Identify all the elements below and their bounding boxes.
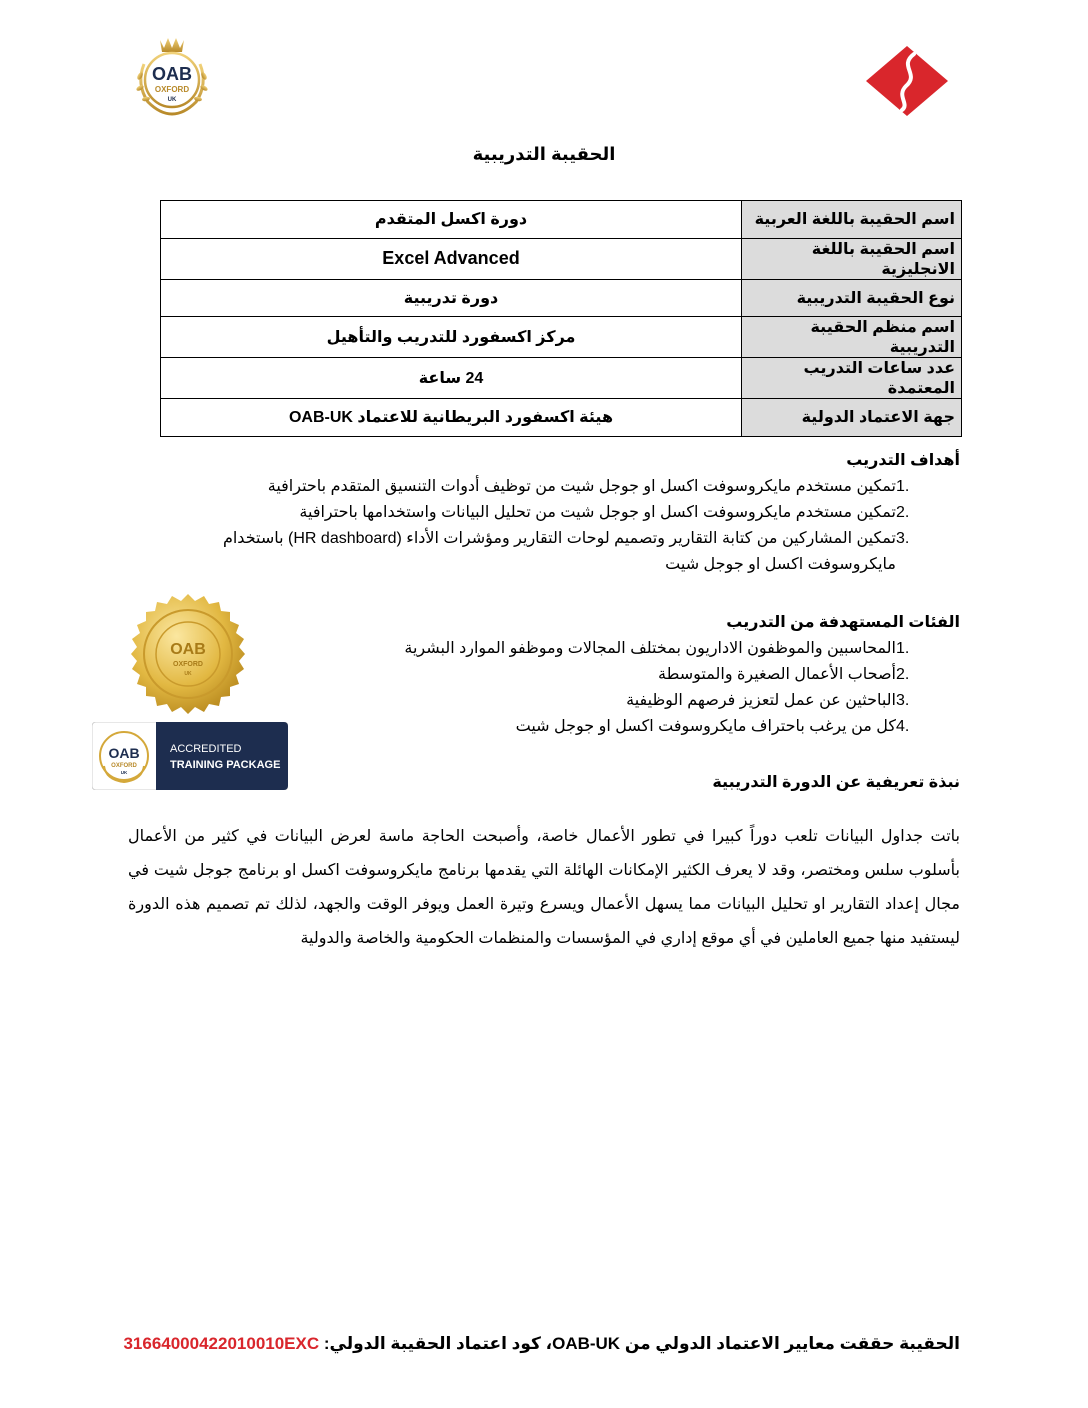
table-row bbox=[161, 317, 962, 358]
audience-heading: الفئات المستهدفة من التدريب bbox=[726, 614, 960, 631]
item-number: 1. bbox=[896, 478, 910, 495]
badge-line1: ACCREDITED bbox=[170, 743, 242, 755]
objectives-heading: أهداف التدريب bbox=[846, 452, 960, 469]
row-value: دورة تدريبية bbox=[161, 279, 742, 317]
item-number: 2. bbox=[896, 504, 910, 521]
item-text: تمكين المشاركين من كتابة التقارير وتصميم لوحات التقارير ومؤشرات الأداء (HR dashboard) باستخدام مايكروسوفت اكسل او جوجل شيت bbox=[222, 530, 896, 573]
row-value: مركز اكسفورد للتدريب والتأهيل bbox=[161, 317, 742, 358]
item-number: 1. bbox=[896, 640, 910, 657]
row-value: 24 ساعة bbox=[161, 358, 742, 399]
logo-text-oab: OAB bbox=[152, 64, 192, 84]
row-label: اسم الحقيبة باللغة العربية bbox=[742, 201, 962, 239]
page-title: الحقيبة التدريبية bbox=[472, 144, 616, 164]
about-heading: نبذة تعريفية عن الدورة التدريبية bbox=[712, 774, 960, 791]
item-text: تمكين مستخدم مايكروسوفت اكسل او جوجل شيت من توظيف أدوات التنسيق المتقدم باحترافية bbox=[267, 478, 896, 495]
seal-text-uk: UK bbox=[184, 671, 192, 677]
audience-list bbox=[360, 636, 960, 740]
row-label: نوع الحقيبة التدريبية bbox=[742, 279, 962, 317]
table-row bbox=[161, 399, 962, 437]
gold-seal-icon bbox=[122, 588, 254, 720]
about-paragraph: باتت جداول البيانات تلعب دوراً كبيرا في تطور الأعمال خاصة، وأصبحت الحاجة ماسة لعرض البيانات في كثير من الأعمال بأسلوب سلس ومختصر، وقد لا يعرف الكثير الإمكانات الهائلة التي يقدمها برنامج مايكروسوفت اكسل او برنامج جوجل شيت في مجال إعداد التقارير او تحليل البيانات مما يسهل الأعمال ويسرع وتيرة العمل ويوفر الوقت والجهد، لذلك تم تصميم هذه الدورة ليستفيد منها جميع العاملين في أي موقع إداري في المؤسسات والمنظمات الحكومية والخاصة والدولية bbox=[128, 828, 960, 947]
list-item bbox=[160, 526, 960, 578]
footer-text: الحقيبة حققت معايير الاعتماد الدولي من OAB-UK، كود اعتماد الحقيبة الدولي: bbox=[319, 1334, 960, 1353]
list-item bbox=[160, 500, 960, 526]
badge-logo-uk: UK bbox=[120, 770, 128, 775]
table-row bbox=[161, 238, 962, 279]
table-row bbox=[161, 201, 962, 239]
audience-section bbox=[360, 612, 960, 740]
table-row bbox=[161, 358, 962, 399]
item-text: الباحثين عن عمل لتعزيز فرصهم الوظيفية bbox=[626, 692, 896, 709]
seal-text-oxford: OXFORD bbox=[173, 661, 203, 668]
objectives-list bbox=[160, 474, 960, 578]
badge-logo-oab: OAB bbox=[108, 745, 140, 761]
item-text: أصحاب الأعمال الصغيرة والمتوسطة bbox=[658, 666, 896, 683]
item-text: تمكين مستخدم مايكروسوفت اكسل او جوجل شيت من تحليل البيانات واستخدامها باحترافية bbox=[299, 504, 896, 521]
row-label: اسم منظم الحقيبة التدريبية bbox=[742, 317, 962, 358]
row-label: اسم الحقيبة باللغة الانجليزية bbox=[742, 238, 962, 279]
item-number: 3. bbox=[896, 530, 910, 547]
oab-oxford-crest-logo bbox=[126, 34, 218, 118]
logo-text-uk: UK bbox=[167, 97, 177, 103]
list-item bbox=[360, 714, 960, 740]
item-number: 4. bbox=[896, 718, 910, 735]
row-value: Excel Advanced bbox=[161, 238, 742, 279]
seal-text-oab: OAB bbox=[170, 641, 206, 658]
item-number: 2. bbox=[896, 666, 910, 683]
objectives-section bbox=[160, 450, 960, 578]
item-text: المحاسبين والموظفون الاداريون بمختلف المجالات وموظفو الموارد البشرية bbox=[404, 640, 896, 657]
row-value: هيئة اكسفورد البريطانية للاعتماد OAB-UK bbox=[161, 399, 742, 437]
red-diamond-logo bbox=[862, 44, 952, 118]
list-item bbox=[360, 662, 960, 688]
table-row bbox=[161, 279, 962, 317]
row-label: جهة الاعتماد الدولية bbox=[742, 399, 962, 437]
item-text: كل من يرغب باحتراف مايكروسوفت اكسل او جوجل شيت bbox=[515, 718, 896, 735]
course-info-table bbox=[160, 200, 962, 437]
footer-code: 3166400042201001​0EXC bbox=[123, 1334, 320, 1353]
list-item bbox=[160, 474, 960, 500]
logo-text-oxford: OXFORD bbox=[154, 85, 190, 94]
list-item bbox=[360, 688, 960, 714]
list-item bbox=[360, 636, 960, 662]
badge-logo-oxford: OXFORD bbox=[111, 763, 137, 769]
badge-line2: TRAINING PACKAGE bbox=[170, 759, 281, 771]
about-section bbox=[128, 772, 960, 792]
item-number: 3. bbox=[896, 692, 910, 709]
row-value: دورة اكسل المتقدم bbox=[161, 201, 742, 239]
footer-accreditation bbox=[123, 1334, 960, 1354]
row-label: عدد ساعات التدريب المعتمدة bbox=[742, 358, 962, 399]
